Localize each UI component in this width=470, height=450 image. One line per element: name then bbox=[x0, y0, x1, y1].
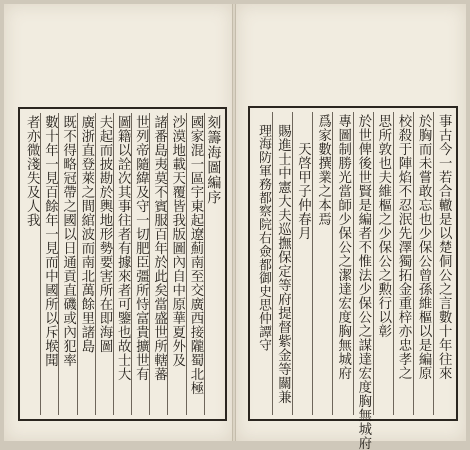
preface-title: 刻籌海圖編序 bbox=[205, 115, 222, 205]
text-column bbox=[131, 113, 149, 415]
official-title-line: 賜進士中憲大夫巡撫保定等府提督紫金等關兼 bbox=[275, 124, 291, 404]
text-column bbox=[393, 112, 413, 415]
text-line: 爲家數撰業之本焉 bbox=[315, 114, 331, 226]
left-text-columns bbox=[23, 113, 222, 415]
text-line: 校殺于陣焰不忍泯先澤獨拓金重梓亦忠孝之 bbox=[395, 114, 411, 380]
text-column bbox=[167, 113, 185, 415]
text-column bbox=[77, 113, 95, 415]
text-column bbox=[204, 113, 222, 415]
text-line: 廣浙直登萊之間綰波而南北萬餘里諸島 bbox=[78, 115, 94, 353]
official-title-line: 理海防軍務都察院右僉都御史思仲譚守 bbox=[256, 124, 271, 352]
text-line: 世列帝隨緯及守一切肥臣彊所恃富貴擴世有 bbox=[133, 115, 149, 381]
text-line: 諸番島夷莫不賓服百年於此矣當盛世所轄蕃 bbox=[151, 115, 167, 381]
text-column bbox=[292, 112, 312, 415]
text-column bbox=[373, 112, 393, 415]
right-text-frame bbox=[248, 106, 458, 450]
text-column bbox=[113, 113, 131, 415]
text-line: 思所敦也夫維樞之少保公之勲行以彰 bbox=[375, 114, 391, 338]
text-line: 既不得略冠帶之國以日通貢直磯或內犯率 bbox=[60, 115, 76, 367]
text-column bbox=[353, 112, 373, 450]
text-line: 圖籍以詮次其事往者有據來者可鑒也故士大 bbox=[115, 115, 131, 381]
text-line: 於世俾後世賢是編者不惟法少保公之謀達宏度胸無城府 bbox=[355, 114, 371, 450]
text-line: 夫起而披勘於輿地形勢要害所在即海圖 bbox=[96, 115, 112, 353]
text-column bbox=[186, 113, 204, 415]
text-column bbox=[272, 112, 292, 415]
date-line: 天啓甲子仲春月 bbox=[295, 142, 311, 240]
text-column bbox=[23, 113, 40, 415]
text-line: 數十年一見百餘年一見而中國所以斥堠聞 bbox=[42, 115, 58, 367]
text-column bbox=[40, 113, 58, 415]
text-column bbox=[253, 112, 272, 415]
text-column bbox=[95, 113, 113, 415]
text-column bbox=[413, 112, 433, 415]
text-line: 國家混一區宇東起遼薊南至交廣西接隴蜀北極 bbox=[187, 115, 203, 395]
text-line: 沙漠地載天覆皆我版圖內自中原華夏外及 bbox=[169, 115, 185, 367]
text-column bbox=[332, 112, 352, 415]
left-text-frame bbox=[18, 107, 227, 421]
text-line: 者亦微淺失及人我 bbox=[24, 115, 40, 227]
text-line: 於胸而未嘗敢忘也少保公曾孫維樞以是編原 bbox=[416, 114, 432, 380]
right-text-columns bbox=[253, 112, 453, 450]
text-column bbox=[312, 112, 332, 415]
text-column bbox=[58, 113, 76, 415]
text-line: 專圖制勝光當師少保公之潔達宏度胸無城府 bbox=[335, 114, 351, 380]
text-column bbox=[149, 113, 167, 415]
text-line: 事古今一若合轍是以楚侗公之言數十年往來 bbox=[436, 114, 452, 380]
left-page bbox=[4, 4, 233, 441]
right-page bbox=[236, 4, 466, 450]
text-column bbox=[433, 112, 453, 415]
